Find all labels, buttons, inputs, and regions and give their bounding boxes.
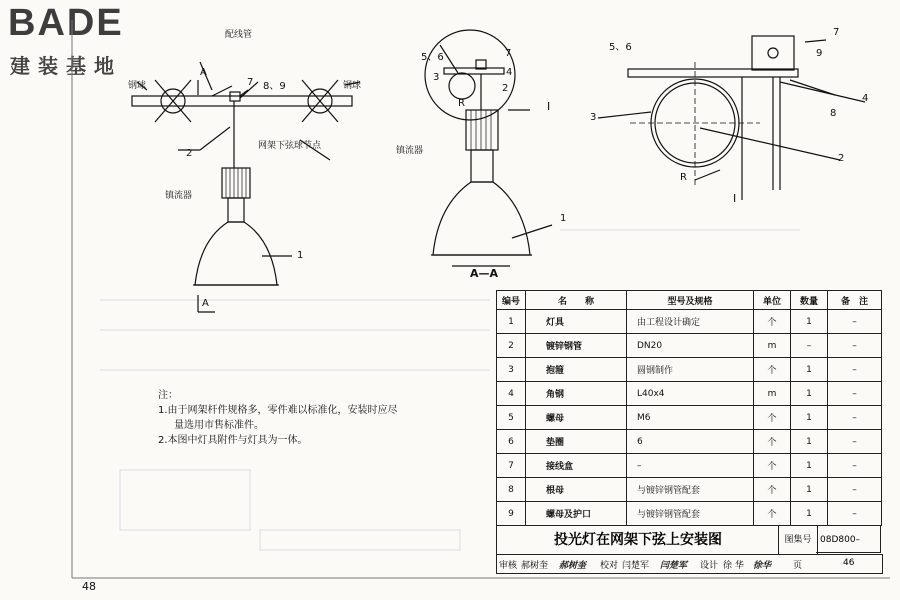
header-unit: 单位 — [754, 291, 791, 310]
callout-right-4: 4 — [862, 93, 869, 104]
table-row — [497, 502, 882, 526]
callout-right-9: 9 — [816, 48, 823, 59]
cell-name: 垫圈 — [526, 430, 627, 454]
cell-no: 4 — [497, 382, 526, 406]
table-row — [497, 310, 882, 334]
callout-mid-3: 3 — [433, 72, 440, 83]
cell-name: 抱箍 — [526, 358, 627, 382]
callout-mid-2: 2 — [502, 83, 509, 94]
cell-name: 根母 — [526, 478, 627, 502]
signature-row — [496, 554, 883, 574]
cell-remark: – — [828, 334, 882, 358]
pipe-section — [449, 73, 475, 99]
cell-unit: 个 — [754, 430, 791, 454]
notes-line-2: 量选用市售标准件。 — [174, 420, 264, 431]
label-section-a-bottom: A — [202, 298, 209, 309]
designer-name: 徐 华 — [723, 561, 744, 571]
atlas-number: 08D800– — [816, 525, 881, 553]
lower-chord-bar — [132, 96, 352, 106]
callout-right-7: 7 — [833, 27, 840, 38]
notes-line-1: 1.由于网架杆件规格多，零件难以标准化，安装时应尽 — [158, 405, 398, 416]
table-row — [497, 334, 882, 358]
cell-no: 9 — [497, 502, 526, 526]
page-label: 页 — [793, 561, 803, 571]
callout-left-1: 1 — [297, 250, 304, 261]
cell-qty: 1 — [791, 382, 828, 406]
watermark-logo: BADE — [8, 2, 124, 44]
cell-name: 螺母及护口 — [526, 502, 627, 526]
cell-name: 接线盒 — [526, 454, 627, 478]
label-section-a-top: A — [200, 67, 207, 78]
cell-remark: – — [828, 502, 882, 526]
label-ballast-left: 镇流器 — [165, 191, 193, 201]
cell-spec: 与镀锌钢管配套 — [627, 502, 754, 526]
label-steel-ball-left: 钢球 — [128, 81, 147, 91]
cell-remark: – — [828, 382, 882, 406]
parts-table — [496, 290, 882, 526]
section-view — [425, 30, 552, 266]
header-remark: 备 注 — [828, 291, 882, 310]
header-qty: 数量 — [791, 291, 828, 310]
checker-name: 闫楚军 — [622, 561, 650, 571]
cell-qty: 1 — [791, 454, 828, 478]
label-ballast-middle: 镇流器 — [396, 146, 424, 156]
cell-no: 5 — [497, 406, 526, 430]
cell-qty: 1 — [791, 310, 828, 334]
sheet-page-number: 46 — [843, 558, 855, 568]
title-block — [496, 525, 882, 573]
cell-unit: m — [754, 334, 791, 358]
lamp-shade-left — [195, 222, 277, 285]
callout-left-7: 7 — [247, 77, 254, 88]
cell-unit: 个 — [754, 454, 791, 478]
detail-i-view — [598, 36, 865, 200]
callout-right-8: 8 — [830, 108, 837, 119]
cell-name: 镀锌钢管 — [526, 334, 627, 358]
lamp-shade-middle — [433, 182, 530, 255]
design-label: 设计 — [700, 561, 719, 571]
cell-spec: M6 — [627, 406, 754, 430]
table-header-row — [497, 291, 882, 310]
radius-label-middle: R — [458, 98, 465, 109]
callout-mid-56: 5、6 — [421, 52, 444, 63]
cell-remark: – — [828, 310, 882, 334]
junction-box-detail — [752, 36, 794, 70]
cell-spec: 与镀锌钢管配套 — [627, 478, 754, 502]
cell-unit: 个 — [754, 310, 791, 334]
table-row — [497, 430, 882, 454]
cell-unit: 个 — [754, 478, 791, 502]
header-name: 名 称 — [526, 291, 627, 310]
table-row — [497, 382, 882, 406]
atlas-label: 图集号 — [778, 525, 818, 555]
reviewer-signature: 郝树奎 — [559, 561, 587, 571]
cell-spec: 由工程设计确定 — [627, 310, 754, 334]
cell-spec: – — [627, 454, 754, 478]
cell-unit: 个 — [754, 406, 791, 430]
cell-qty: 1 — [791, 478, 828, 502]
label-node: 网架下弦球节点 — [258, 141, 322, 151]
cell-no: 3 — [497, 358, 526, 382]
detail-i-tag: I — [547, 100, 551, 113]
cell-name: 角钢 — [526, 382, 627, 406]
cell-qty: 1 — [791, 358, 828, 382]
cell-spec: DN20 — [627, 334, 754, 358]
elevation-view — [132, 62, 360, 312]
cell-name: 螺母 — [526, 406, 627, 430]
cell-spec: 圆钢制作 — [627, 358, 754, 382]
table-row — [497, 358, 882, 382]
notes-block — [158, 388, 398, 448]
header-spec: 型号及规格 — [627, 291, 754, 310]
table-row — [497, 478, 882, 502]
cell-no: 2 — [497, 334, 526, 358]
callout-right-56: 5、6 — [609, 42, 632, 53]
chord-section — [444, 68, 504, 74]
callout-mid-4: 4 — [506, 67, 513, 78]
radius-label-right: R — [680, 172, 687, 183]
callout-left-89: 8、9 — [263, 81, 286, 92]
callout-mid-7: 7 — [505, 48, 512, 59]
header-no: 编号 — [497, 291, 526, 310]
cell-qty: – — [791, 334, 828, 358]
watermark-subtitle: 建装基地 — [10, 54, 122, 78]
check-label: 校对 — [600, 561, 619, 571]
label-feeder-pipe: 配线管 — [225, 30, 253, 40]
callout-mid-1: 1 — [560, 213, 567, 224]
callout-right-3: 3 — [590, 112, 597, 123]
cell-remark: – — [828, 358, 882, 382]
table-row — [497, 454, 882, 478]
cell-name: 灯具 — [526, 310, 627, 334]
cell-qty: 1 — [791, 430, 828, 454]
callout-right-2: 2 — [838, 153, 845, 164]
cell-qty: 1 — [791, 502, 828, 526]
cell-remark: – — [828, 430, 882, 454]
review-label: 审核 — [499, 561, 518, 571]
detail-i-title: I — [733, 192, 737, 205]
book-page-number: 48 — [82, 580, 96, 593]
notes-line-3: 2.本图中灯具附件与灯具为一体。 — [158, 435, 308, 446]
callout-left-2: 2 — [186, 148, 193, 159]
table-row — [497, 406, 882, 430]
drawing-title: 投光灯在网架下弦上安装图 — [496, 525, 779, 555]
cell-no: 1 — [497, 310, 526, 334]
cell-qty: 1 — [791, 406, 828, 430]
cell-no: 6 — [497, 430, 526, 454]
cell-spec: 6 — [627, 430, 754, 454]
checker-signature: 闫楚军 — [660, 561, 688, 571]
cell-remark: – — [828, 406, 882, 430]
cell-unit: 个 — [754, 502, 791, 526]
notes-heading: 注： — [158, 390, 178, 401]
cell-remark: – — [828, 478, 882, 502]
label-steel-ball-right: 钢球 — [343, 81, 362, 91]
cell-unit: m — [754, 382, 791, 406]
cell-remark: – — [828, 454, 882, 478]
section-view-title: A—A — [470, 267, 499, 280]
cell-no: 7 — [497, 454, 526, 478]
cell-spec: L40x4 — [627, 382, 754, 406]
reviewer-name: 郝树奎 — [521, 561, 549, 571]
cell-unit: 个 — [754, 358, 791, 382]
designer-signature: 徐华 — [753, 561, 772, 571]
cell-no: 8 — [497, 478, 526, 502]
